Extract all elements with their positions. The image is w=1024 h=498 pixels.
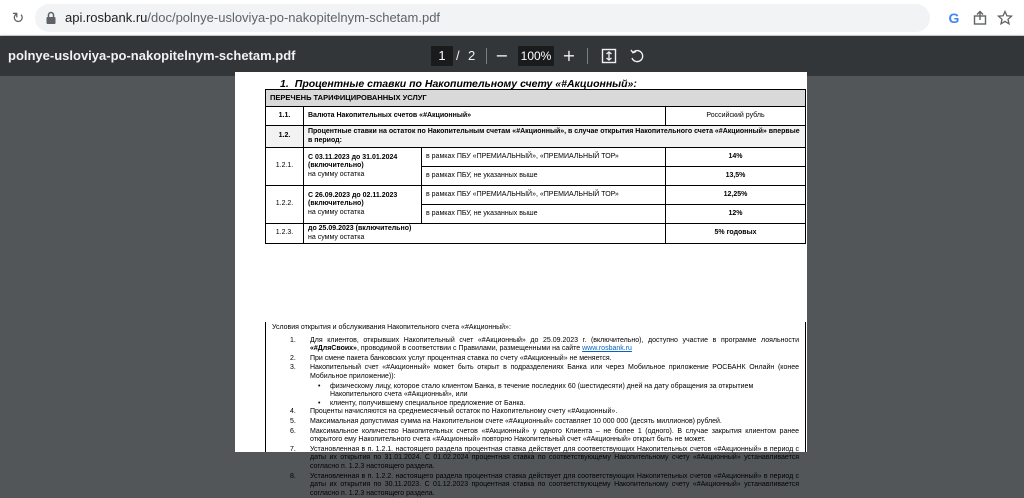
period-basis: на сумму остатка	[308, 171, 364, 178]
row-label: Валюта Накопительных счетов «#Акционный»	[304, 107, 666, 126]
row-condition: в рамках ПБУ, не указанных выше	[422, 167, 666, 186]
list-item-number: 5.	[290, 418, 296, 427]
rotate-icon[interactable]	[629, 48, 645, 64]
table-row	[266, 224, 806, 244]
table-row	[266, 148, 806, 167]
period-dates: С 03.11.2023 до 31.01.2024 (включительно)	[308, 154, 397, 170]
row-label: Процентные ставки на остаток по Накопительным счетам «#Акционный», в случае открытия Накопительного счета «#Акционный» впервые в период:	[304, 126, 806, 148]
svg-text:G: G	[949, 10, 960, 26]
row-value: Российский рубль	[666, 107, 806, 126]
url-bar[interactable]	[35, 4, 930, 32]
list-item	[290, 355, 799, 364]
table-row	[266, 107, 806, 126]
list-item-number: 4.	[290, 408, 296, 417]
list-item-number: 6.	[290, 428, 296, 437]
list-item	[290, 364, 799, 381]
list-item	[290, 337, 799, 354]
google-lens-icon[interactable]	[946, 10, 962, 26]
conditions-list	[290, 337, 799, 498]
bullet: •	[318, 383, 320, 392]
section-heading-number: 1.	[280, 78, 289, 90]
list-item	[290, 446, 799, 472]
list-item	[290, 408, 799, 417]
period-basis: на сумму остатка	[308, 234, 364, 241]
page-total: 2	[468, 48, 475, 63]
lock-icon[interactable]	[43, 10, 59, 26]
zoom-input[interactable]: 100%	[518, 46, 554, 66]
row-rate: 14%	[666, 148, 806, 167]
row-condition: в рамках ПБУ «ПРЕМИАЛЬНЫЙ», «ПРЕМИАЛЬНЫЙ ТОР»	[422, 148, 666, 167]
row-number: 1.2.	[266, 126, 304, 148]
list-item-text: При смене пакета банковских услуг процентная ставка по счету «#Акционный» не меняется.	[310, 355, 612, 362]
star-icon[interactable]	[997, 10, 1013, 26]
toolbar-divider	[486, 48, 487, 64]
browser-address-bar	[0, 0, 1024, 36]
toolbar-divider	[587, 48, 588, 64]
share-icon[interactable]	[972, 10, 988, 26]
conditions-block	[265, 322, 806, 452]
row-period	[304, 224, 666, 244]
list-item-text: Установленная в п. 1.2.1. настоящего раздела процентная ставка действует для соответствующих Накопительных счетов «#Акционный» в период с даты их открытия по 31.01.2024. С 01.02.2024 процентная ставка по соответствующему Накопительному счету «#Акционный» устанавливается согласно п. 1.2.3 настоящего раздела.	[310, 446, 799, 470]
list-item-text: Максимальное количество Накопительных счетов «#Акционный» у одного Клиента – не более 1 (одного). В случае закрытия клиентом ранее открытого ему Накопительного счета «#Акционный» повторно Накопительный счет «#Акционный» открыт быть не может.	[310, 428, 799, 444]
list-item-text: Проценты начисляются на среднемесячный остаток по Накопительному счету «#Акционный».	[310, 408, 617, 415]
row-number: 1.2.2.	[266, 186, 304, 224]
rosbank-link[interactable]: www.rosbank.ru	[582, 345, 632, 352]
row-period	[304, 186, 422, 224]
list-item-text: Максимальная допустимая сумма на Накопительном счете «#Акционный» составляет 10 000 000 (десять миллионов) рублей.	[310, 418, 722, 425]
list-item-number: 1.	[290, 337, 296, 346]
row-number: 1.2.1.	[266, 148, 304, 186]
url-host: api.rosbank.ru	[65, 10, 147, 25]
row-rate: 5% годовых	[666, 224, 806, 244]
section-heading-text: Процентные ставки по Накопительному счету «#Акционный»:	[295, 78, 637, 90]
fit-page-icon[interactable]	[601, 48, 617, 64]
table-row	[266, 186, 806, 205]
list-item	[290, 428, 799, 445]
table-header-row	[266, 90, 806, 107]
pdf-title: polnye-usloviya-po-nakopitelnym-schetam.pdf	[8, 48, 296, 63]
page-separator: /	[456, 48, 460, 63]
period-basis: на сумму остатка	[308, 209, 364, 216]
list-item-number: 7.	[290, 446, 296, 455]
page-number-input[interactable]: 1	[431, 46, 453, 66]
sub-list-item	[290, 383, 799, 400]
table-header: ПЕРЕЧЕНЬ ТАРИФИЦИРОВАННЫХ УСЛУГ	[266, 90, 806, 107]
loyalty-program-name: «#ДляСвоих»	[310, 345, 357, 352]
period-dates: С 26.09.2023 до 02.11.2023 (включительно)	[308, 192, 397, 208]
list-item-text: , проводимой в соответствии с Правилами, размещенными на сайте	[357, 345, 582, 352]
sub-list-item-text: клиенту, получившему специальное предложение от Банка.	[330, 400, 525, 407]
period-dates: до 25.09.2023 (включительно)	[308, 225, 411, 232]
pdf-toolbar	[0, 36, 1024, 76]
pdf-viewport[interactable]	[0, 76, 1024, 445]
reload-icon[interactable]: ↻	[8, 8, 28, 28]
url-text[interactable]	[65, 10, 440, 26]
bullet: •	[318, 400, 320, 409]
list-item-text: Для клиентов, открывших Накопительный счет «#Акционный» до 25.09.2023 г. (включительно), доступно участие в программе лояльности	[310, 337, 799, 344]
list-item-text: Установленная в п. 1.2.2. настоящего раздела процентная ставка действует для соответствующих Накопительных счетов «#Акционный» в период с даты их открытия по 30.11.2023. С 01.12.2023 процентная ставка по соответствующему Накопительному счету «#Акционный» устанавливается согласно п. 1.2.3 настоящего раздела.	[310, 473, 799, 497]
zoom-out-icon[interactable]: −	[492, 46, 512, 66]
row-number: 1.1.	[266, 107, 304, 126]
list-item-number: 8.	[290, 473, 296, 482]
row-condition: в рамках ПБУ «ПРЕМИАЛЬНЫЙ», «ПРЕМИАЛЬНЫЙ ТОР»	[422, 186, 666, 205]
table-row	[266, 126, 806, 148]
row-period	[304, 148, 422, 186]
tariff-table	[265, 89, 806, 244]
row-rate: 13,5%	[666, 167, 806, 186]
pdf-page	[235, 72, 807, 452]
zoom-in-icon[interactable]: +	[559, 46, 579, 66]
sub-list-item-text: физическому лицу, которое стало клиентом Банка, в течение последних 60 (шестидесяти) дней на дату обращения за открытием Накопительного счета «#Акционный», или	[330, 383, 753, 399]
list-item-text: Накопительный счет «#Акционный» может быть открыт в подразделениях Банка или через Мобильное приложение РОСБАНК Онлайн (конее Мобильное приложение)):	[310, 364, 799, 380]
url-path: /doc/polnye-usloviya-po-nakopitelnym-schetam.pdf	[147, 10, 440, 25]
conditions-title: Условия открытия и обслуживания Накопительного счета «#Акционный»:	[272, 324, 799, 333]
list-item	[290, 418, 799, 427]
row-number: 1.2.3.	[266, 224, 304, 244]
row-rate: 12%	[666, 205, 806, 224]
row-rate: 12,25%	[666, 186, 806, 205]
list-item-number: 3.	[290, 364, 296, 373]
row-condition: в рамках ПБУ, не указанных выше	[422, 205, 666, 224]
list-item	[290, 473, 799, 498]
list-item-number: 2.	[290, 355, 296, 364]
